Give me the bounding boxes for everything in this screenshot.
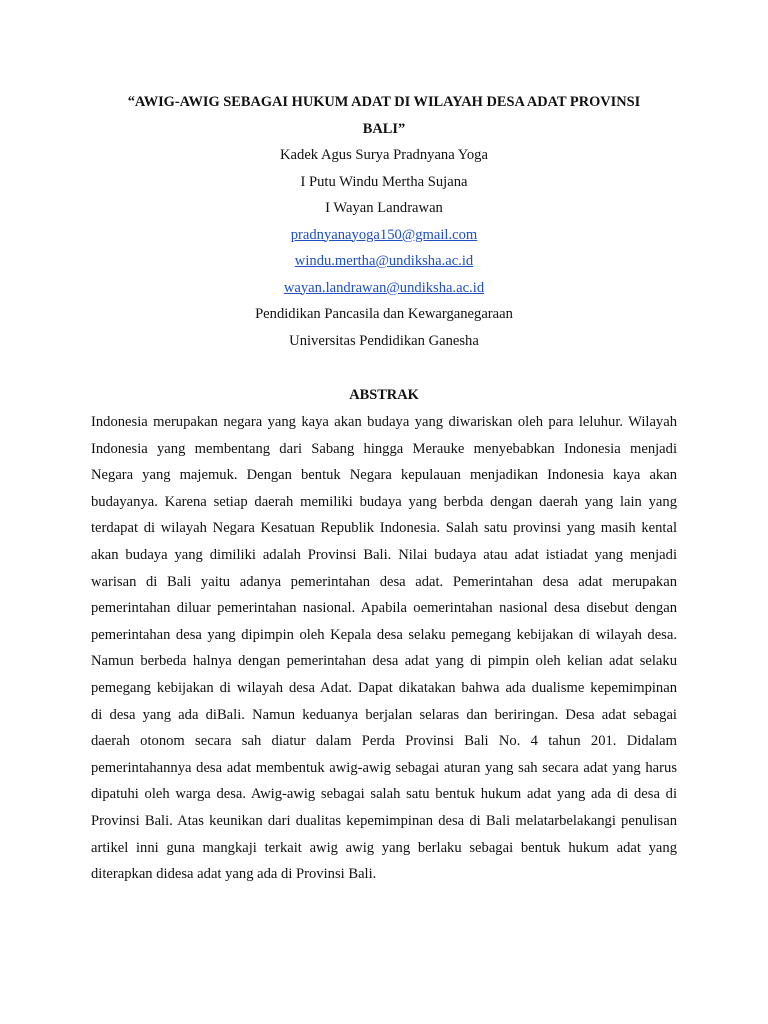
- abstract-line: terdapat di wilayah Negara Kesatuan Republik Indonesia. Salah satu provinsi yang masih kental: [91, 520, 677, 537]
- abstract-line: dipatuhi oleh warga desa. Awig-awig sebagai salah satu bentuk hukum adat yang ada di desa di: [91, 786, 677, 803]
- author-name: I Wayan Landrawan: [325, 200, 443, 216]
- abstract-line: pemerintahan diluar pemerintahan nasional. Apabila oemerintahan nasional desa disebut dengan: [91, 600, 677, 617]
- abstract-line: Provinsi Bali. Atas keunikan dari dualitas kepemimpinan desa di Bali melatarbelakangi penulisan: [91, 812, 677, 829]
- abstract-line: Namun berbeda halnya dengan pemerintahan desa adat yang di pimpin oleh kelian adat selaku: [91, 653, 677, 670]
- abstract-line: pemerintahannya desa adat membentuk awig-awig sebagai aturan yang sah secara adat yang harus: [91, 759, 677, 776]
- abstract-line: akan budaya yang dimiliki adalah Provinsi Bali. Nilai budaya atau adat istiadat yang menjadi: [91, 546, 677, 563]
- abstract-line: pemerintahan desa yang dipimpin oleh Kepala desa selaku pemegang kebijakan di wilayah desa.: [91, 626, 677, 643]
- author-name: I Putu Windu Mertha Sujana: [300, 173, 468, 190]
- abstract-line: pemegang kebijakan di wilayah desa Adat. Dapat dikatakan bahwa ada dualisme kepemimpinan: [91, 679, 677, 696]
- author-email-link[interactable]: wayan.landrawan@undiksha.ac.id: [283, 279, 485, 296]
- abstract-line: Negara yang majemuk. Dengan bentuk Negara kepulauan menjadikan Indonesia kaya akan: [91, 467, 677, 484]
- department-name: Pendidikan Pancasila dan Kewarganegaraan: [255, 306, 513, 322]
- paper-title-line-2: BALI”: [362, 120, 406, 137]
- abstract-line: Indonesia yang membentang dari Sabang hingga Merauke menyebabkan Indonesia menjadi: [91, 440, 677, 457]
- abstract-line: daerah otonom secara sah diatur dalam Perda Provinsi Bali No. 4 tahun 201. Didalam: [91, 733, 677, 750]
- abstract-line: warisan di Bali yaitu adanya pemerintahan desa adat. Pemerintahan desa adat merupakan: [91, 573, 677, 590]
- university-name: Universitas Pendidikan Ganesha: [289, 332, 479, 349]
- paper-title-line-1: “AWIG-AWIG SEBAGAI HUKUM ADAT DI WILAYAH DESA ADAT PROVINSI: [127, 94, 641, 110]
- abstract-line: di desa yang ada diBali. Namun keduanya berjalan selaras dan beriringan. Desa adat sebagai: [91, 706, 677, 723]
- abstract-line: artikel inni guna mangkaji terkait awig awig yang berlaku sebagai bentuk hukum adat yang: [91, 839, 677, 856]
- abstract-heading: ABSTRAK: [349, 387, 419, 403]
- abstract-line: Indonesia merupakan negara yang kaya akan budaya yang diwariskan oleh para leluhur. Wilayah: [91, 414, 677, 430]
- paper-header: [84, 92, 684, 357]
- abstract-body: [91, 412, 677, 891]
- author-email-link[interactable]: pradnyanayoga150@gmail.com: [290, 226, 478, 243]
- author-email-link[interactable]: windu.mertha@undiksha.ac.id: [294, 253, 474, 269]
- abstract-line: budayanya. Karena setiap daerah memiliki budaya yang berbda dengan daerah yang lain yang: [91, 493, 677, 510]
- abstract-line: diterapkan didesa adat yang ada di Provinsi Bali.: [91, 866, 377, 883]
- author-name: Kadek Agus Surya Pradnyana Yoga: [280, 147, 488, 163]
